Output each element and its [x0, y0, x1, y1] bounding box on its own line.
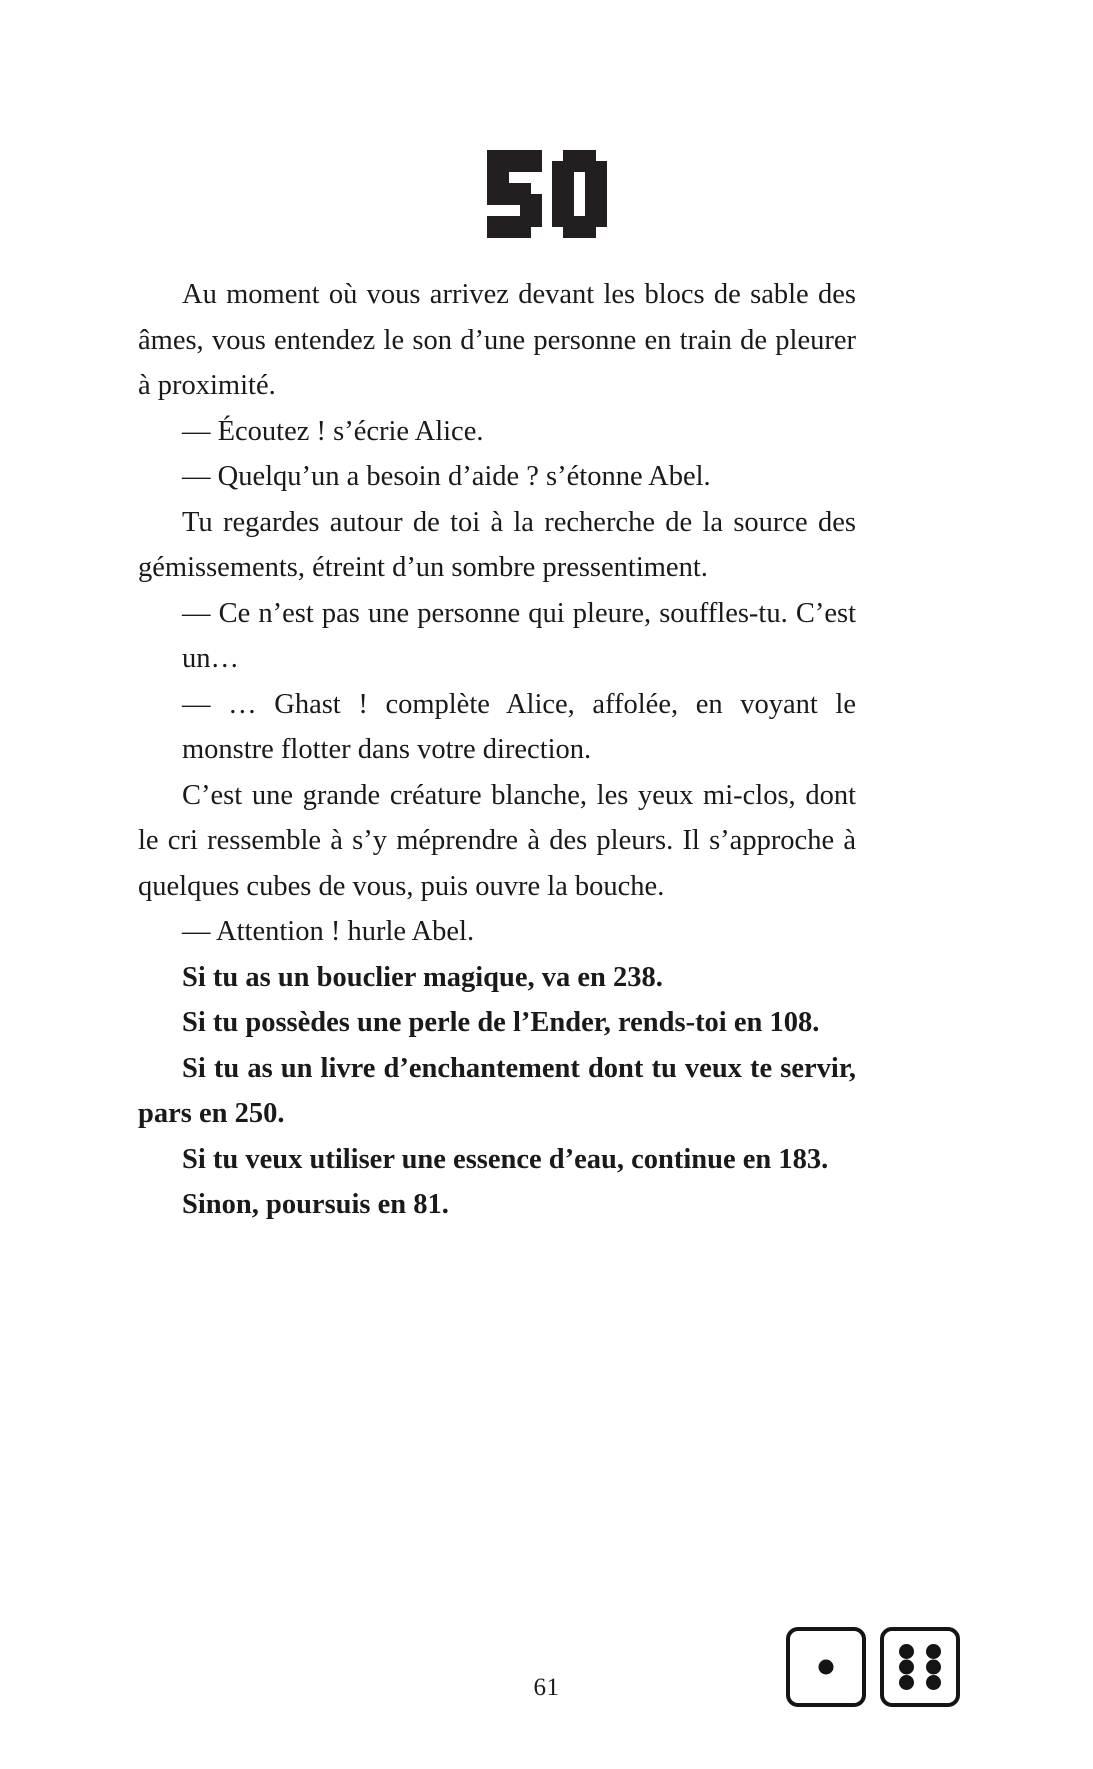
paragraph-dialogue: — … Ghast ! complète Alice, affolée, en voyant le monstre flotter dans votre direction. [182, 688, 856, 765]
die-pip [899, 1660, 914, 1675]
die-pip [819, 1660, 834, 1675]
paragraph-dialogue: — Attention ! hurle Abel. [182, 916, 475, 947]
die-pip [899, 1644, 914, 1659]
die-one-icon [786, 1627, 866, 1707]
page-number: 61 [533, 1674, 560, 1701]
die-pip [926, 1675, 941, 1690]
paragraph-narration: C’est une grande créature blanche, les yeux mi-clos, dont le cri ressemble à s’y méprendre à des pleurs. Il s’approche à quelques cubes de vous, puis ouvre la bouche. [138, 779, 856, 902]
page-content [138, 272, 856, 1228]
chapter-digit-0 [552, 150, 607, 238]
paragraph-narration: Au moment où vous arrivez devant les blocs de sable des âmes, vous entendez le son d’une personne en train de pleurer à proximité. [138, 279, 856, 401]
choice-option[interactable]: Si tu as un livre d’enchantement dont tu veux te servir, pars en 250. [138, 1052, 856, 1129]
paragraph-narration: Tu regardes autour de toi à la recherche de la source des gémissements, étreint d’un sombre pressentiment. [138, 506, 856, 583]
die-pip [899, 1675, 914, 1690]
die-pip [926, 1644, 941, 1659]
choice-option[interactable]: Si tu possèdes une perle de l’Ender, rends-toi en 108. [182, 1007, 820, 1038]
die-pip [926, 1660, 941, 1675]
choice-option[interactable]: Sinon, poursuis en 81. [182, 1189, 449, 1220]
choice-option[interactable]: Si tu as un bouclier magique, va en 238. [182, 961, 663, 993]
die-six-icon [880, 1627, 960, 1707]
chapter-digit-5 [487, 150, 542, 238]
chapter-number [0, 150, 1093, 240]
chapter-number-glyphs [482, 150, 612, 238]
paragraph-dialogue: — Quelqu’un a besoin d’aide ? s’étonne Abel. [182, 461, 711, 492]
choice-option[interactable]: Si tu veux utiliser une essence d’eau, continue en 183. [182, 1143, 829, 1175]
page-footer [0, 1569, 1093, 1769]
dice-group [786, 1627, 960, 1707]
paragraph-dialogue: — Ce n’est pas une personne qui pleure, souffles-tu. C’est un… [182, 597, 856, 674]
paragraph-dialogue: — Écoutez ! s’écrie Alice. [182, 415, 484, 447]
